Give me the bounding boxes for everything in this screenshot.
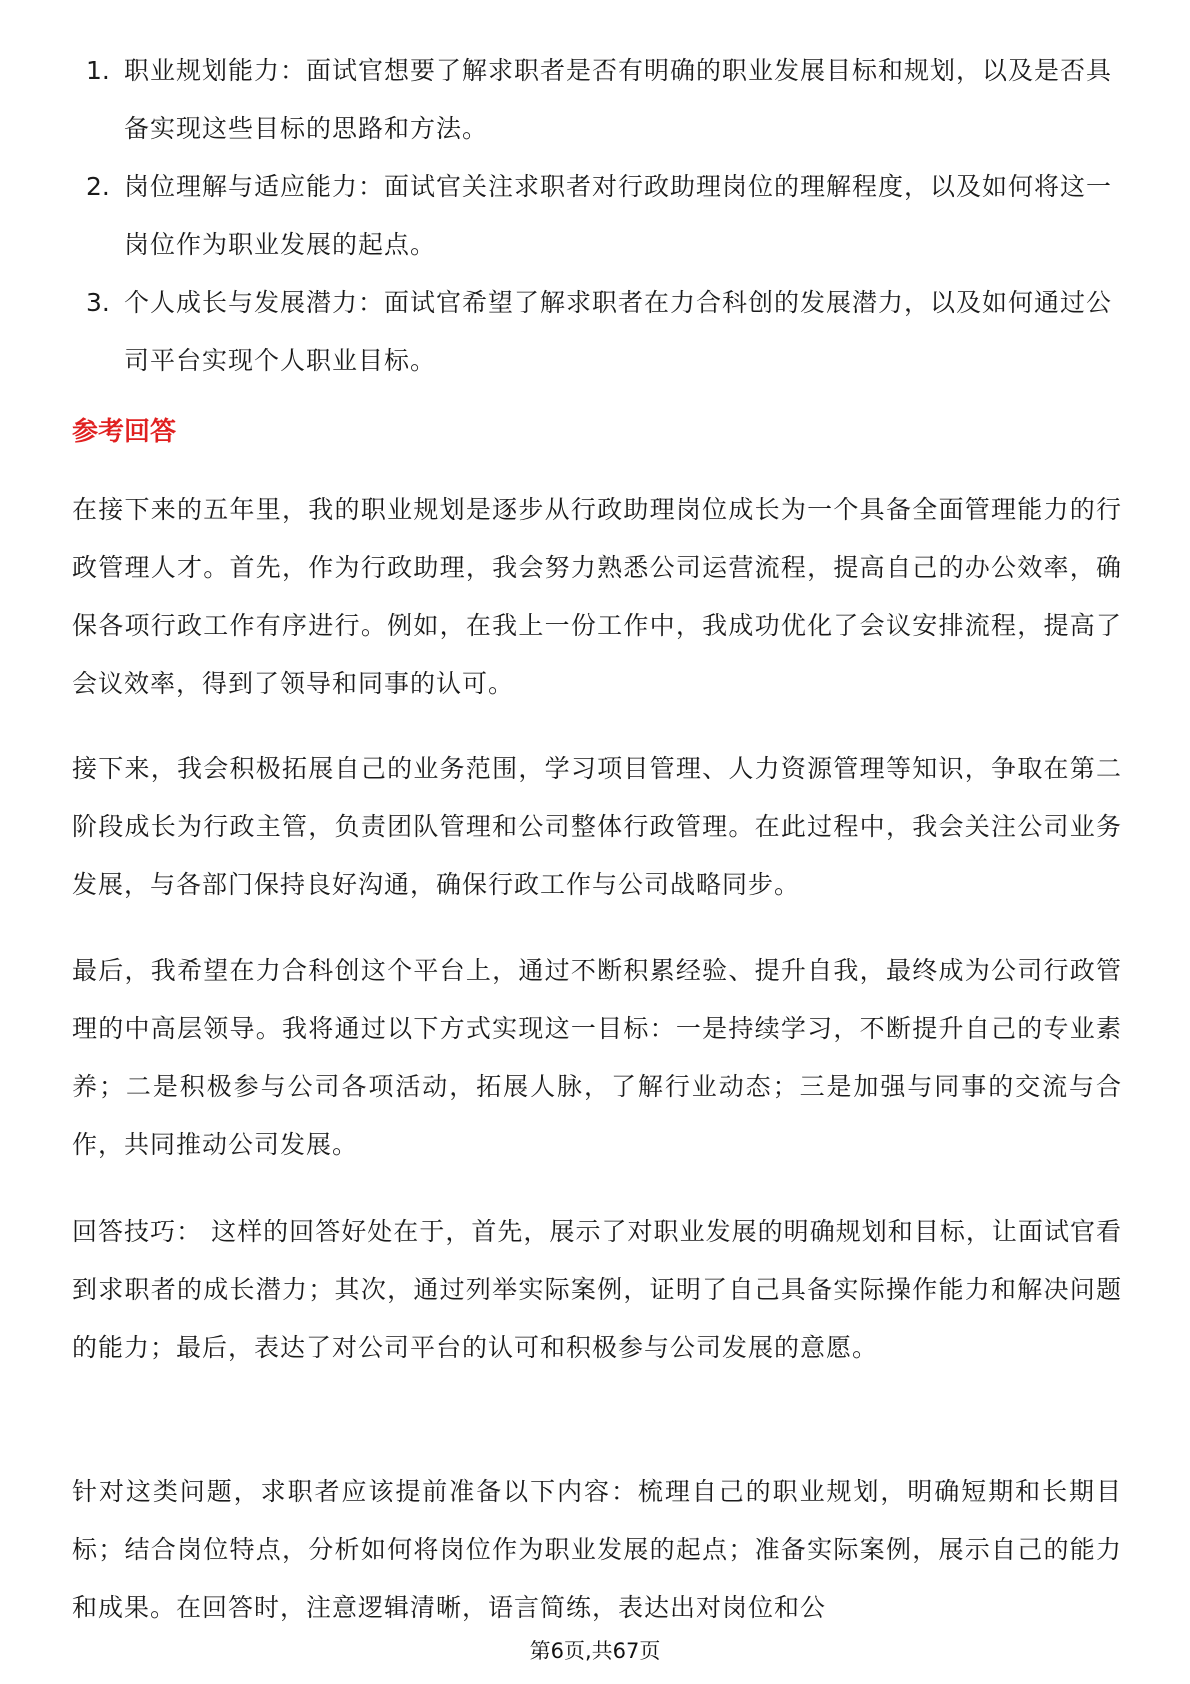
section-heading: 参考回答 (72, 417, 177, 447)
list-item (72, 274, 1122, 390)
list-item (72, 158, 1122, 274)
advice-paragraph: 针对这类问题，求职者应该提前准备以下内容：梳理自己的职业规划，明确短期和长期目标；结合岗位特点，分析如何将岗位作为职业发展的起点；准备实际案例，展示自己的能力和成果。在回答时，注意逻辑清晰，语言简练，表达出对岗位和公 (72, 1477, 1122, 1622)
list-item-text: 职业规划能力：面试官想要了解求职者是否有明确的职业发展目标和规划，以及是否具备实现这些目标的思路和方法。 (124, 56, 1113, 143)
answer-paragraph: 在接下来的五年里，我的职业规划是逐步从行政助理岗位成长为一个具备全面管理能力的行政管理人才。首先，作为行政助理，我会努力熟悉公司运营流程，提高自己的办公效率，确保各项行政工作有序进行。例如，在我上一份工作中，我成功优化了会议安排流程，提高了会议效率，得到了领导和同事的认可。 (72, 495, 1122, 698)
list-item-number: 3. (86, 288, 110, 317)
list-item-text: 个人成长与发展潜力：面试官希望了解求职者在力合科创的发展潜力，以及如何通过公司平台实现个人职业目标。 (124, 288, 1113, 375)
answer-paragraph: 最后，我希望在力合科创这个平台上，通过不断积累经验、提升自我，最终成为公司行政管理的中高层领导。我将通过以下方式实现这一目标：一是持续学习，不断提升自己的专业素养；二是积极参与公司各项活动，拓展人脉，了解行业动态；三是加强与同事的交流与合作，共同推动公司发展。 (72, 956, 1122, 1159)
numbered-list (72, 42, 1122, 390)
list-item-number: 1. (86, 56, 110, 85)
list-item-number: 2. (86, 172, 110, 201)
page-number: 第6页,共67页 (529, 1639, 661, 1663)
tips-paragraph: 回答技巧： 这样的回答好处在于，首先，展示了对职业发展的明确规划和目标，让面试官看到求职者的成长潜力；其次，通过列举实际案例，证明了自己具备实际操作能力和解决问题的能力；最后，表达了对公司平台的认可和积极参与公司发展的意愿。 (72, 1217, 1122, 1362)
list-item (72, 42, 1122, 158)
list-item-text: 岗位理解与适应能力：面试官关注求职者对行政助理岗位的理解程度，以及如何将这一岗位作为职业发展的起点。 (124, 172, 1113, 259)
answer-paragraph: 接下来，我会积极拓展自己的业务范围，学习项目管理、人力资源管理等知识，争取在第二阶段成长为行政主管，负责团队管理和公司整体行政管理。在此过程中，我会关注公司业务发展，与各部门保持良好沟通，确保行政工作与公司战略同步。 (72, 754, 1122, 899)
